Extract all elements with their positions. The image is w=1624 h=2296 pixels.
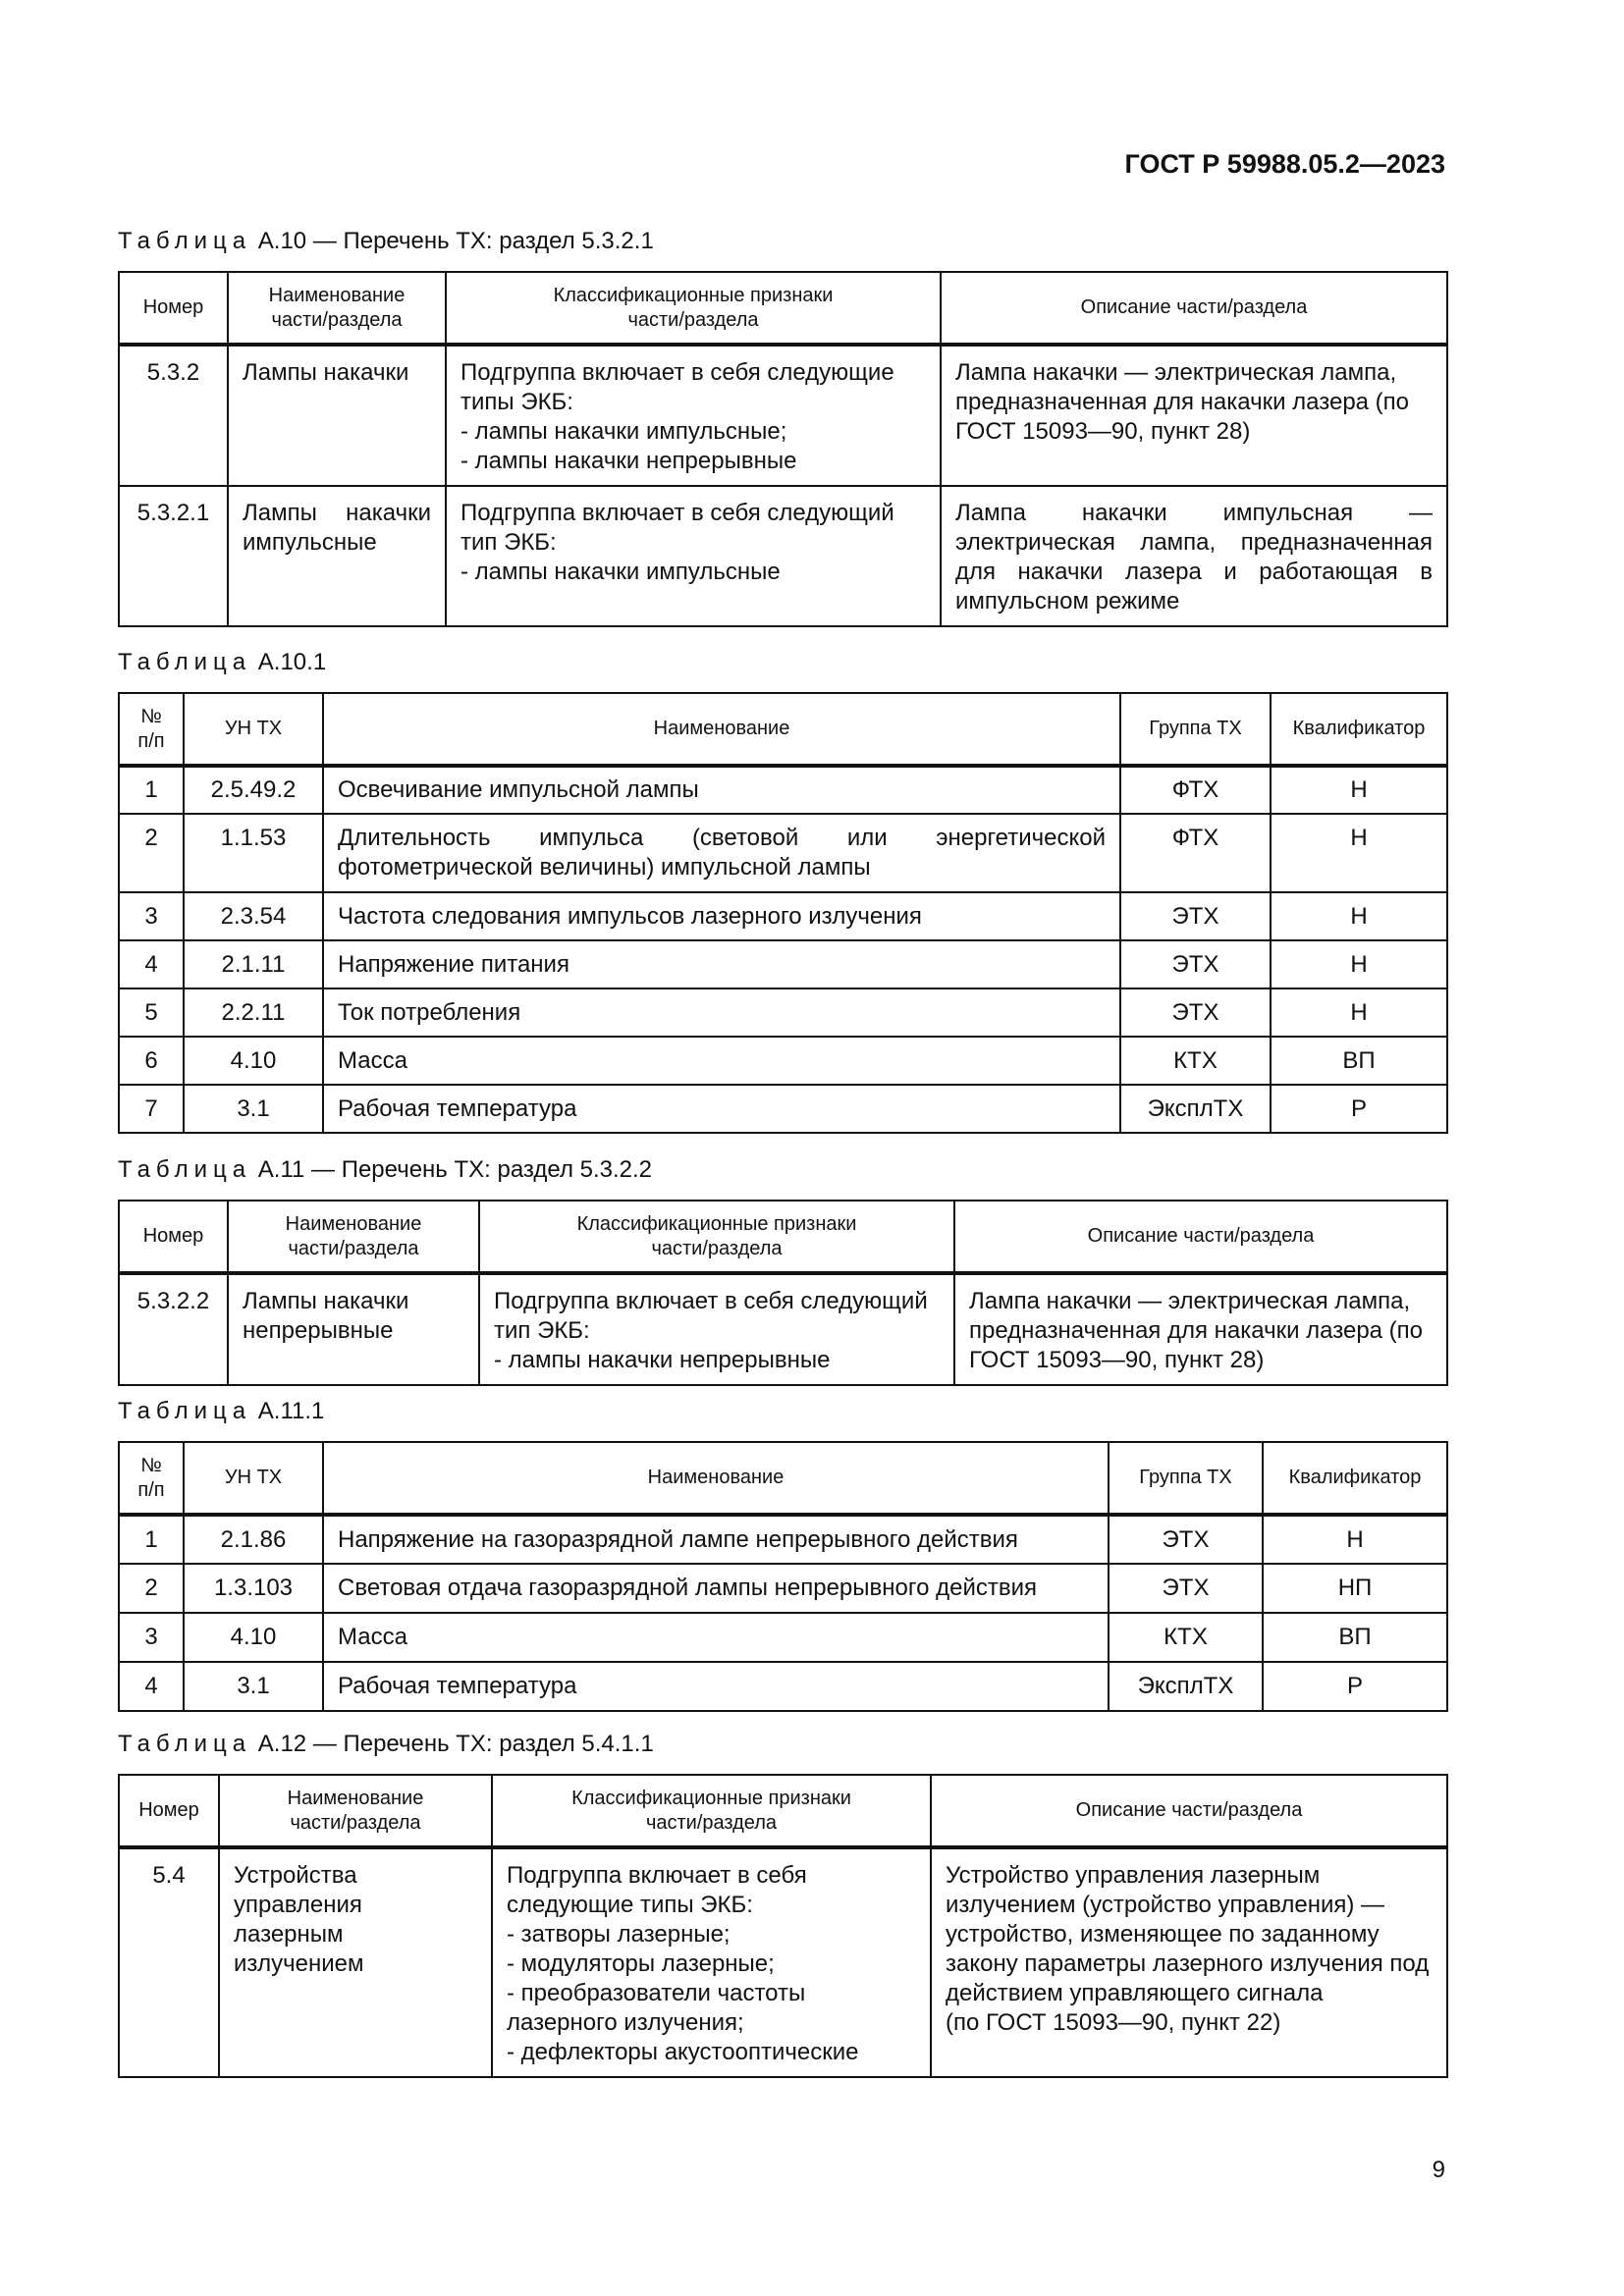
header-cell: Классификационные признаки части/раздела: [479, 1201, 954, 1273]
characteristic-id: 1.3.103: [184, 1564, 323, 1613]
header-cell: Классификационные признаки части/раздела: [492, 1775, 931, 1847]
table-a10-1: [118, 692, 1448, 1134]
characteristic-id: 3.1: [184, 1662, 323, 1711]
caption-label: Таблица: [118, 649, 252, 675]
row-number: 1: [119, 1515, 184, 1564]
part-description: Лампа накачки импульсная — электрическая лампа, предназначенная для накачки лазера и работающая в импульсном режиме: [941, 486, 1447, 626]
caption-label: Таблица: [118, 1398, 252, 1424]
caption-table-a12: [118, 1731, 654, 1758]
part-name: Лампы накачки импульсные: [228, 486, 446, 626]
row-number: 6: [119, 1037, 184, 1085]
row-number: 1: [119, 766, 184, 814]
qualifier: ВП: [1271, 1037, 1447, 1085]
header-cell: Наименование: [323, 1442, 1109, 1515]
table-header-row: [119, 1775, 1447, 1847]
characteristic-name: Масса: [323, 1613, 1109, 1662]
header-cell: Наименование части/раздела: [219, 1775, 492, 1847]
caption-table-a11: [118, 1156, 652, 1184]
characteristic-group: ФТХ: [1120, 814, 1271, 892]
table-row: [119, 892, 1447, 940]
header-cell: Номер: [119, 1201, 228, 1273]
header-cell: Описание части/раздела: [941, 272, 1447, 345]
row-number: 3: [119, 892, 184, 940]
qualifier: Н: [1263, 1515, 1447, 1564]
table-row: [119, 988, 1447, 1037]
table-row: [119, 1273, 1447, 1385]
row-number: 2: [119, 1564, 184, 1613]
caption-title: А.11.1: [251, 1398, 325, 1424]
table-a11: [118, 1200, 1448, 1386]
caption-label: Таблица: [118, 228, 252, 254]
characteristic-group: КТХ: [1109, 1613, 1263, 1662]
characteristic-name: Частота следования импульсов лазерного излучения: [323, 892, 1120, 940]
section-number: 5.3.2: [119, 345, 228, 486]
characteristic-group: ФТХ: [1120, 766, 1271, 814]
characteristic-id: 4.10: [184, 1037, 323, 1085]
qualifier: Н: [1271, 940, 1447, 988]
characteristic-id: 3.1: [184, 1085, 323, 1133]
classification-features: Подгруппа включает в себя следующий тип ЭКБ: - лампы накачки непрерывные: [479, 1273, 954, 1385]
characteristic-id: 1.1.53: [184, 814, 323, 892]
qualifier: ВП: [1263, 1613, 1447, 1662]
table-row: [119, 1847, 1447, 2077]
header-cell: УН ТХ: [184, 1442, 323, 1515]
characteristic-name: Напряжение питания: [323, 940, 1120, 988]
part-description: Устройство управления лазерным излучением (устройство управления) — устройство, изменяющее по заданному закону параметры лазерного излучения под действием управляющего сигнала (по ГОСТ 15093—90, пункт 22): [931, 1847, 1447, 2077]
characteristic-name: Напряжение на газоразрядной лампе непрерывного действия: [323, 1515, 1109, 1564]
caption-title: А.12 — Перечень ТХ: раздел 5.4.1.1: [251, 1731, 654, 1757]
caption-table-a10: [118, 228, 654, 255]
header-cell: Наименование части/раздела: [228, 272, 446, 345]
characteristic-id: 2.1.11: [184, 940, 323, 988]
header-cell: Группа ТХ: [1120, 693, 1271, 766]
row-number: 2: [119, 814, 184, 892]
qualifier: Н: [1271, 892, 1447, 940]
header-cell: Описание части/раздела: [931, 1775, 1447, 1847]
table-a10: [118, 271, 1448, 627]
qualifier: Н: [1271, 766, 1447, 814]
characteristic-group: КТХ: [1120, 1037, 1271, 1085]
table-header-row: [119, 1442, 1447, 1515]
qualifier: Н: [1271, 814, 1447, 892]
page-number: 9: [1432, 2157, 1445, 2183]
table-row: [119, 814, 1447, 892]
table-row: [119, 1564, 1447, 1613]
row-number: 4: [119, 1662, 184, 1711]
table-row: [119, 486, 1447, 626]
header-cell: Наименование части/раздела: [228, 1201, 479, 1273]
characteristic-group: ЭТХ: [1109, 1564, 1263, 1613]
section-number: 5.4: [119, 1847, 219, 2077]
characteristic-id: 2.2.11: [184, 988, 323, 1037]
table-row: [119, 940, 1447, 988]
table-row: [119, 1037, 1447, 1085]
caption-label: Таблица: [118, 1156, 252, 1183]
section-number: 5.3.2.1: [119, 486, 228, 626]
characteristic-name: Рабочая температура: [323, 1662, 1109, 1711]
characteristic-id: 4.10: [184, 1613, 323, 1662]
qualifier: НП: [1263, 1564, 1447, 1613]
characteristic-group: ЭксплТХ: [1109, 1662, 1263, 1711]
table-header-row: [119, 1201, 1447, 1273]
classification-features: Подгруппа включает в себя следующий тип ЭКБ: - лампы накачки импульсные: [446, 486, 941, 626]
table-row: [119, 345, 1447, 486]
table-row: [119, 1515, 1447, 1564]
header-cell: № п/п: [119, 1442, 184, 1515]
characteristic-group: ЭТХ: [1120, 892, 1271, 940]
table-row: [119, 766, 1447, 814]
header-cell: Квалификатор: [1271, 693, 1447, 766]
header-cell: Описание части/раздела: [954, 1201, 1447, 1273]
caption-title: А.10.1: [251, 649, 327, 675]
table-header-row: [119, 693, 1447, 766]
row-number: 3: [119, 1613, 184, 1662]
characteristic-id: 2.5.49.2: [184, 766, 323, 814]
characteristic-group: ЭТХ: [1120, 940, 1271, 988]
table-row: [119, 1662, 1447, 1711]
document-code: ГОСТ Р 59988.05.2—2023: [1124, 149, 1445, 179]
characteristic-name: Освечивание импульсной лампы: [323, 766, 1120, 814]
characteristic-id: 2.3.54: [184, 892, 323, 940]
characteristic-name: Длительность импульса (световой или энергетической фотометрической величины) импульсной лампы: [323, 814, 1120, 892]
row-number: 5: [119, 988, 184, 1037]
header-cell: Квалификатор: [1263, 1442, 1447, 1515]
header-cell: № п/п: [119, 693, 184, 766]
characteristic-name: Световая отдача газоразрядной лампы непрерывного действия: [323, 1564, 1109, 1613]
row-number: 7: [119, 1085, 184, 1133]
characteristic-name: Масса: [323, 1037, 1120, 1085]
header-cell: Номер: [119, 1775, 219, 1847]
header-cell: УН ТХ: [184, 693, 323, 766]
caption-label: Таблица: [118, 1731, 252, 1757]
header-cell: Классификационные признаки части/раздела: [446, 272, 941, 345]
part-name: Лампы накачки: [228, 345, 446, 486]
caption-table-a10-1: [118, 649, 326, 676]
classification-features: Подгруппа включает в себя следующие типы ЭКБ: - затворы лазерные; - модуляторы лазерные; - преобразователи частоты лазерного излучения; - дефлекторы акустооптические: [492, 1847, 931, 2077]
classification-features: Подгруппа включает в себя следующие типы ЭКБ: - лампы накачки импульсные; - лампы накачки непрерывные: [446, 345, 941, 486]
header-cell: Наименование: [323, 693, 1120, 766]
table-a12: [118, 1774, 1448, 2078]
section-number: 5.3.2.2: [119, 1273, 228, 1385]
part-name: Устройства управления лазерным излучением: [219, 1847, 492, 2077]
characteristic-group: ЭксплТХ: [1120, 1085, 1271, 1133]
characteristic-group: ЭТХ: [1109, 1515, 1263, 1564]
part-description: Лампа накачки — электрическая лампа, предназначенная для накачки лазера (по ГОСТ 15093—90, пункт 28): [941, 345, 1447, 486]
table-header-row: [119, 272, 1447, 345]
qualifier: Н: [1271, 988, 1447, 1037]
qualifier: Р: [1263, 1662, 1447, 1711]
qualifier: Р: [1271, 1085, 1447, 1133]
table-row: [119, 1613, 1447, 1662]
table-a11-1: [118, 1441, 1448, 1712]
characteristic-group: ЭТХ: [1120, 988, 1271, 1037]
row-number: 4: [119, 940, 184, 988]
header-cell: Номер: [119, 272, 228, 345]
caption-table-a11-1: [118, 1398, 324, 1425]
caption-title: А.11 — Перечень ТХ: раздел 5.3.2.2: [251, 1156, 653, 1183]
characteristic-name: Рабочая температура: [323, 1085, 1120, 1133]
table-row: [119, 1085, 1447, 1133]
characteristic-id: 2.1.86: [184, 1515, 323, 1564]
part-description: Лампа накачки — электрическая лампа, предназначенная для накачки лазера (по ГОСТ 15093—90, пункт 28): [954, 1273, 1447, 1385]
part-name: Лампы накачки непрерывные: [228, 1273, 479, 1385]
characteristic-name: Ток потребления: [323, 988, 1120, 1037]
header-cell: Группа ТХ: [1109, 1442, 1263, 1515]
caption-title: А.10 — Перечень ТХ: раздел 5.3.2.1: [251, 228, 654, 254]
